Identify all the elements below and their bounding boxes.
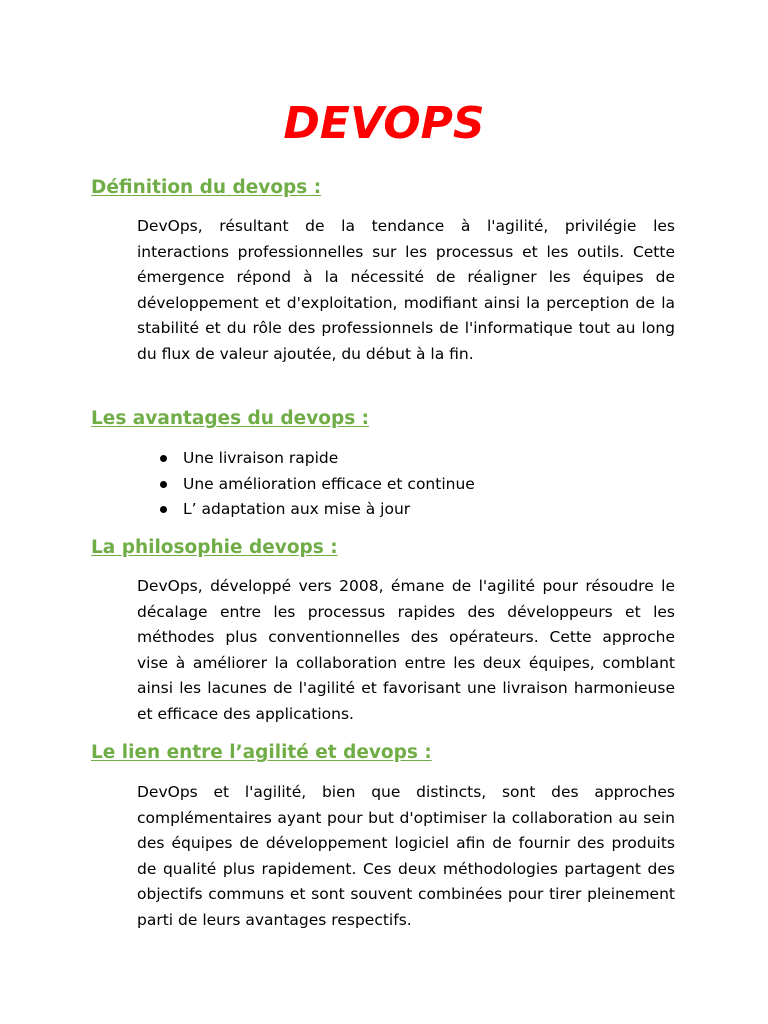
section-paragraph-definition: DevOps, résultant de la tendance à l'agilité, privilégie les interactions professionnelles sur les processus et les outils. Cette émergence répond à la nécessité de réaligner les équipes de développement et d'exploitation, modifiant ainsi la perception de la stabilité et du rôle des professionnels de l'informatique tout au long du flux de valeur ajoutée, du début à la fin. [137,217,675,363]
section-heading-definition: Définition du devops : [91,177,322,198]
list-item [137,497,475,523]
advantages-list [137,446,475,523]
section-heading-avantages: Les avantages du devops : [91,408,370,429]
bullet-icon [160,506,167,513]
bullet-icon [160,455,167,462]
section-heading-philosophie: La philosophie devops : [91,537,338,558]
list-item [137,446,475,472]
list-item-text: L’ adaptation aux mise à jour [183,500,411,519]
section-paragraph-philosophie: DevOps, développé vers 2008, émane de l'agilité pour résoudre le décalage entre les processus rapides des développeurs et les méthodes plus conventionnelles des opérateurs. Cette approche vise à améliorer la collaboration entre les deux équipes, comblant ainsi les lacunes de l'agilité et favorisant une livraison harmonieuse et efficace des applications. [137,577,675,723]
list-item-text: Une livraison rapide [183,449,339,467]
section-paragraph-lien: DevOps et l'agilité, bien que distincts, sont des approches complémentaires ayant pour but d'optimiser la collaboration au sein des équipes de développement logiciel afin de fournir des produits de qualité plus rapidement. Ces deux méthodologies partagent des objectifs communs et sont souvent combinées pour tirer pleinement parti de leurs avantages respectifs. [137,783,675,929]
list-item [137,472,475,498]
document-title: DEVOPS [283,98,485,149]
list-item-text: Une amélioration efficace et continue [183,474,475,493]
bullet-icon [160,481,167,488]
section-heading-lien: Le lien entre l’agilité et devops : [91,742,432,763]
